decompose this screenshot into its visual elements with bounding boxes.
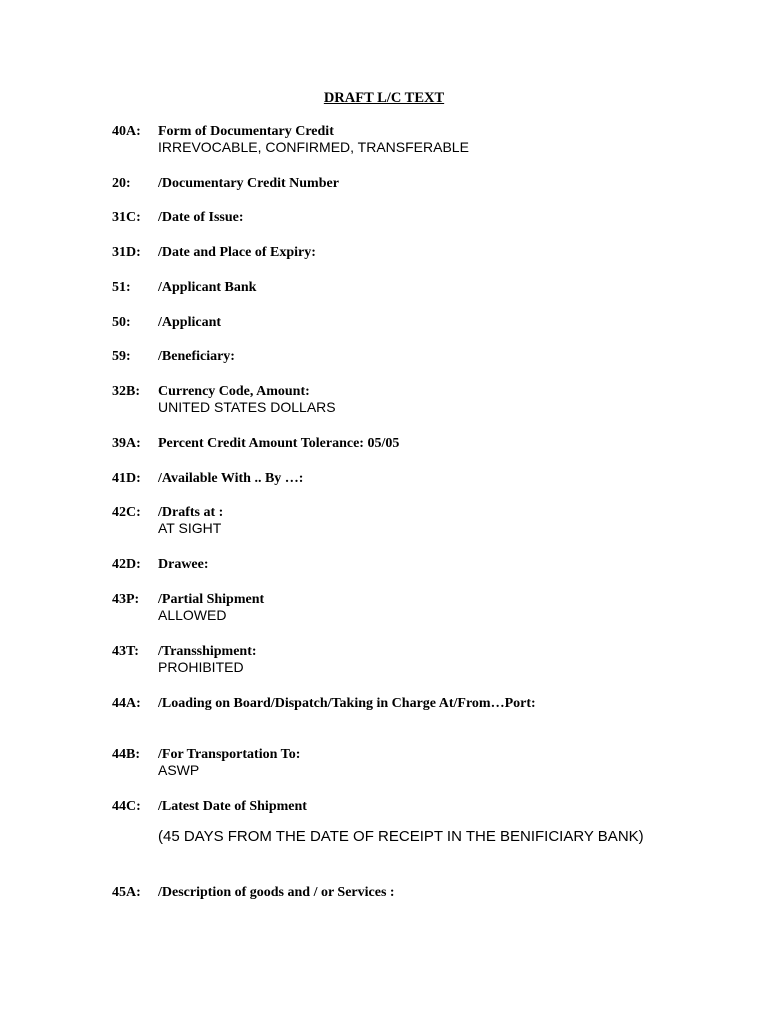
field-code: 45A: [112, 885, 141, 900]
field-code: 50: [112, 315, 131, 330]
field-label: Drawee: [158, 557, 209, 572]
field-code: 44C: [112, 799, 141, 814]
field-label: /Available With .. By …: [158, 471, 304, 486]
field-value: IRREVOCABLE, CONFIRMED, TRANSFERABLE [158, 139, 469, 155]
field-value: ASWP [158, 762, 200, 778]
field-code: 31C: [112, 210, 141, 225]
field-label: /Partial Shipment [158, 592, 265, 607]
field-label: /Drafts at : [158, 505, 224, 520]
field-label: /Documentary Credit Number [158, 176, 339, 191]
field-label: /Applicant [158, 315, 222, 330]
field-label: Currency Code, Amount: [158, 384, 310, 399]
field-code: 41D: [112, 471, 141, 486]
field-code: 42D: [112, 557, 141, 572]
field-code: 44B: [112, 747, 140, 762]
field-code: 59: [112, 349, 131, 364]
field-label: /Applicant Bank [158, 280, 257, 295]
field-label: /Description of goods and / or Services : [158, 885, 395, 900]
field-code: 43P: [112, 592, 140, 607]
field-value: AT SIGHT [158, 520, 222, 536]
field-label: /For Transportation To: [158, 747, 301, 762]
field-code: 20: [112, 176, 131, 191]
field-label: /Date of Issue: [158, 210, 244, 225]
field-label: Form of Documentary Credit [158, 124, 334, 139]
field-label: /Loading on Board/Dispatch/Taking in Charge At/From…Port: [158, 696, 536, 711]
field-code: 51: [112, 280, 131, 295]
field-value: ALLOWED [158, 607, 227, 623]
field-value: (45 DAYS FROM THE DATE OF RECEIPT IN THE BENIFICIARY BANK) [158, 828, 644, 845]
document-title: DRAFT L/C TEXT [323, 90, 445, 106]
field-value: PROHIBITED [158, 659, 244, 675]
field-label: Percent Credit Amount Tolerance: 05/05 [158, 436, 400, 451]
field-code: 42C: [112, 505, 141, 520]
field-label: /Beneficiary: [158, 349, 235, 364]
field-value: UNITED STATES DOLLARS [158, 399, 336, 415]
field-code: 31D: [112, 245, 141, 260]
field-code: 40A: [112, 124, 141, 139]
field-label: /Transshipment: [158, 644, 257, 659]
field-code: 43T: [112, 644, 139, 659]
field-code: 39A: [112, 436, 141, 451]
field-label: /Date and Place of Expiry: [158, 245, 316, 260]
field-code: 44A: [112, 696, 141, 711]
field-label: /Latest Date of Shipment [158, 799, 307, 814]
field-code: 32B: [112, 384, 140, 399]
